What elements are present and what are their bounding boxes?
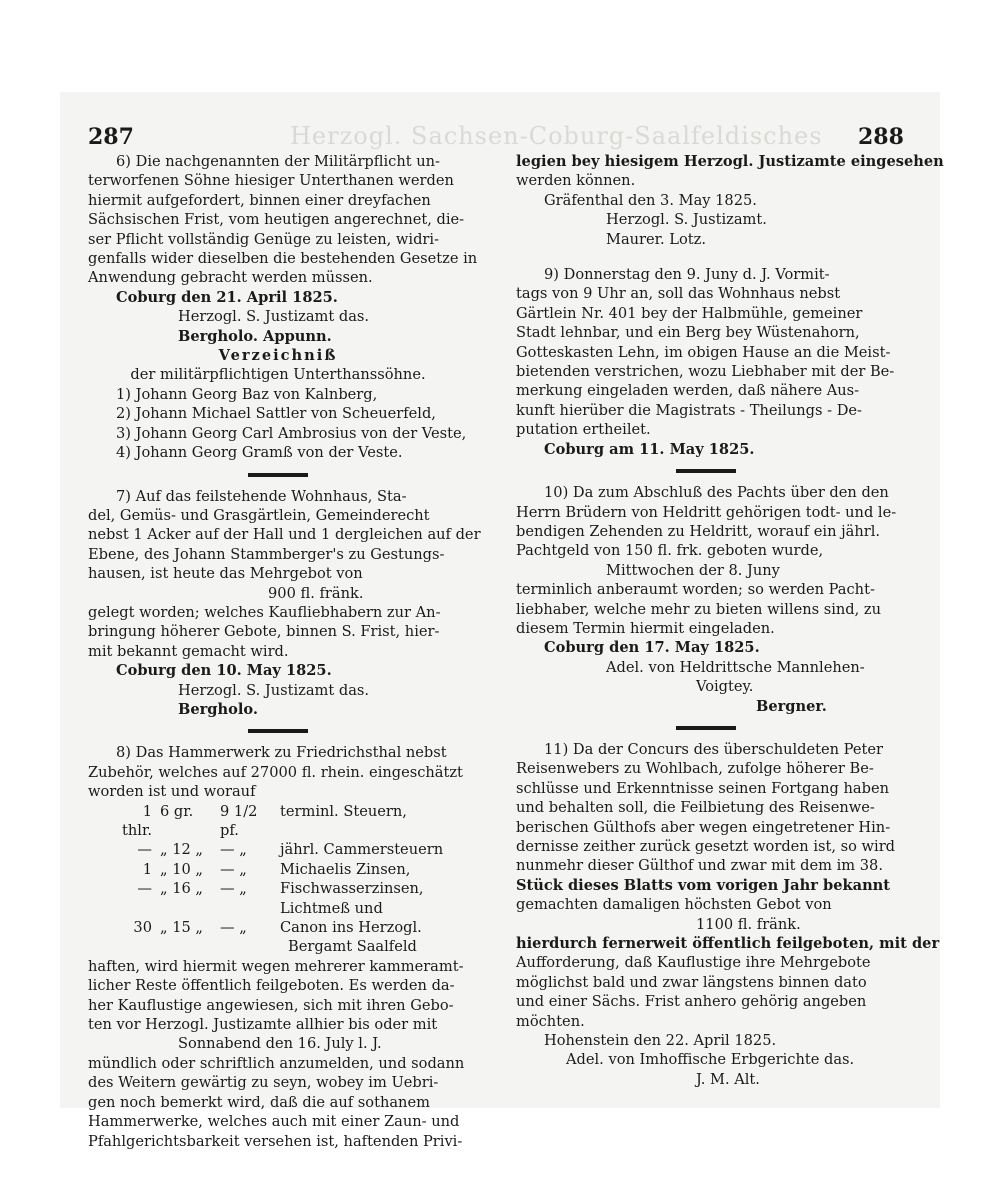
text-line: Aufforderung, daß Kauflustige ihre Mehrgebote [516, 954, 871, 972]
notice-8 [88, 743, 468, 1151]
notice-office: Adel. von Imhoffische Erbgerichte das. [566, 1051, 855, 1069]
text-line: hiermit aufgefordert, binnen einer dreyfachen [88, 191, 431, 209]
text-line: möglichst bald und zwar längstens binnen dato [516, 973, 867, 991]
ledger-row [88, 899, 468, 918]
text-line: Hammerwerke, welches auch mit einer Zaun- und [88, 1113, 460, 1131]
text-line: licher Reste öffentlich feilgeboten. Es werden da- [88, 977, 455, 995]
text-line: hausen, ist heute das Mehrgebot von [88, 565, 363, 583]
ledger-groschen: „ 10 „ [160, 860, 203, 878]
list-item: 1) Johann Georg Baz von Kalnberg, [116, 385, 378, 403]
ledger-pfennig: — „ [220, 841, 247, 859]
notice-office-cont: Voigtey. [696, 678, 754, 696]
notice-signer: Bergholo. [178, 700, 258, 718]
notice-date: Coburg den 17. May 1825. [544, 639, 760, 657]
auction-day: Mittwochen der 8. Juny [606, 561, 780, 579]
notice-9 [516, 265, 896, 459]
ledger-thaler: 1 [142, 860, 152, 878]
notice-date: Coburg den 10. May 1825. [116, 662, 332, 680]
ledger-pfennig: — „ [220, 880, 247, 898]
ledger-thaler [116, 899, 152, 918]
right-column [516, 152, 944, 1089]
list-item: 4) Johann Georg Gramß von der Veste. [116, 444, 403, 462]
text-line: Ebene, des Johann Stammberger's zu Gestungs- [88, 545, 445, 563]
notice-8-continued [516, 152, 944, 249]
bleed-through-title: Herzogl. Sachsen-Coburg-Saalfeldisches [290, 122, 823, 150]
notice-signer: J. M. Alt. [696, 1070, 760, 1088]
text-line: 10) Da zum Abschluß des Pachts über den den [544, 484, 889, 502]
notice-office: Herzogl. S. Justizamt das. [178, 308, 370, 326]
text-line: Herrn Brüdern von Heldritt gehörigen todt- und le- [516, 503, 897, 521]
text-line: del, Gemüs- und Grasgärtlein, Gemeinderecht [88, 506, 430, 524]
section-divider [248, 473, 308, 477]
text-line: ser Pflicht vollständig Genüge zu leisten, widri- [88, 230, 439, 248]
notice-office: Adel. von Heldrittsche Mannlehen- [606, 658, 865, 676]
text-line: Reisenwebers zu Wohlbach, zufolge höherer Be- [516, 760, 874, 778]
text-line: terworfenen Söhne hiesiger Unterthanen werden [88, 172, 454, 190]
ledger-thaler: 30 [133, 919, 152, 937]
text-line: dernisse zeither zurück gesetzt worden ist, so wird [516, 838, 896, 855]
notice-6 [88, 152, 478, 463]
ledger-groschen: „ 16 „ [160, 880, 203, 898]
ledger-thaler: — [137, 841, 152, 859]
notice-signer: Bergner. [756, 697, 827, 715]
notice-11 [516, 740, 940, 1089]
ledger-desc: Fischwasserzinsen, [280, 880, 424, 898]
notice-date: Coburg am 11. May 1825. [544, 440, 755, 458]
ledger-row [88, 840, 468, 859]
text-line: Zubehör, welches auf 27000 fl. rhein. eingeschätzt [88, 763, 463, 781]
text-line: mit bekannt gemacht wird. [88, 642, 289, 660]
ledger-pfennig: — „ [220, 860, 247, 878]
ledger-pfennig [220, 899, 272, 918]
notice-signers: Maurer. Lotz. [606, 230, 706, 248]
text-line: 7) Auf das feilstehende Wohnhaus, Sta- [116, 487, 407, 505]
ledger-desc: Lichtmeß und [280, 899, 383, 917]
amount: 900 fl. fränk. [268, 584, 364, 602]
ledger-desc: terminl. Steuern, [280, 802, 407, 820]
ledger-row [88, 860, 468, 879]
text-line: 9) Donnerstag den 9. Juny d. J. Vormit- [544, 266, 830, 284]
text-line: liebhaber, welche mehr zu bieten willens sind, zu [516, 600, 882, 618]
list-subtitle: der militärpflichtigen Unterthanssöhne. [130, 366, 426, 384]
text-line: Gotteskasten Lehn, im obigen Hause an die Meist- [516, 343, 891, 361]
auction-day: Sonnabend den 16. July l. J. [178, 1035, 382, 1053]
notice-office: Herzogl. S. Justizamt das. [178, 681, 370, 699]
ledger-row [88, 918, 468, 937]
text-line: Stück dieses Blatts vom vorigen Jahr bekannt [516, 876, 891, 894]
ledger-desc: jährl. Cammersteuern [280, 841, 444, 859]
text-line: nebst 1 Acker auf der Hall und 1 dergleichen auf der [88, 526, 481, 544]
text-line: und behalten soll, die Feilbietung des Reisenwe- [516, 799, 875, 817]
text-line: bendigen Zehenden zu Heldritt, worauf ein jährl. [516, 522, 881, 540]
text-line: diesem Termin hiermit eingeladen. [516, 619, 775, 637]
text-line: Pachtgeld von 150 fl. frk. geboten wurde, [516, 542, 824, 560]
text-line: werden können. [516, 172, 636, 190]
scanned-page [60, 92, 944, 1150]
ledger-desc: Michaelis Zinsen, [280, 860, 411, 878]
ledger-groschen [160, 899, 212, 918]
text-line: tags von 9 Uhr an, soll das Wohnhaus nebst [516, 285, 841, 303]
list-title: Verzeichniß [218, 347, 338, 365]
notice-date: Gräfenthal den 3. May 1825. [544, 191, 757, 209]
notice-signers: Bergholo. Appunn. [178, 327, 332, 345]
text-line: legien bey hiesigem Herzogl. Justizamte eingesehen [516, 153, 944, 170]
text-line: Pfahlgerichtsbarkeit versehen ist, haftenden Privi- [88, 1132, 463, 1150]
ledger-thaler: — [137, 880, 152, 898]
ledger-tail: Bergamt Saalfeld [288, 938, 417, 956]
text-line: bietenden verstrichen, wozu Liebhaber mit der Be- [516, 363, 895, 381]
text-line: worden ist und worauf [88, 783, 256, 801]
page-number-left: 287 [88, 124, 134, 150]
text-line: terminlich anberaumt worden; so werden Pacht- [516, 581, 875, 599]
text-line: Anwendung gebracht werden müssen. [88, 269, 373, 287]
text-line: berischen Gülthofs aber wegen eingetretener Hin- [516, 818, 891, 836]
ledger-groschen: 6 gr. [160, 802, 194, 820]
notice-date: Hohenstein den 22. April 1825. [544, 1032, 777, 1050]
ledger-pfennig: — „ [220, 919, 247, 937]
notice-7 [88, 487, 481, 720]
text-line: möchten. [516, 1012, 585, 1030]
ledger-desc: Canon ins Herzogl. [280, 919, 422, 937]
text-line: gelegt worden; welches Kaufliebhabern zur An- [88, 603, 441, 621]
ledger-groschen: „ 15 „ [160, 919, 203, 937]
ledger-row [88, 879, 468, 898]
section-divider [248, 729, 308, 733]
text-line: mündlich oder schriftlich anzumelden, und sodann [88, 1054, 465, 1072]
text-line: Gärtlein Nr. 401 bey der Halbmühle, gemeiner [516, 304, 863, 322]
ledger-pfennig: 9 1/2 pf. [220, 802, 258, 839]
text-line: und einer Sächs. Frist anhero gehörig angeben [516, 993, 867, 1011]
ledger-row [88, 802, 468, 841]
ledger-thaler: 1 thlr. [122, 802, 152, 839]
text-line: schlüsse und Erkenntnisse seinen Fortgang haben [516, 779, 889, 797]
text-line: ten vor Herzogl. Justizamte allhier bis oder mit [88, 1016, 438, 1034]
section-divider [676, 726, 736, 730]
text-line: 8) Das Hammerwerk zu Friedrichsthal nebst [116, 744, 447, 762]
text-line: putation ertheilet. [516, 421, 651, 439]
list-item: 3) Johann Georg Carl Ambrosius von der Veste, [116, 424, 467, 442]
text-line: 6) Die nachgenannten der Militärpflicht un- [116, 153, 440, 170]
text-line: 11) Da der Concurs des überschuldeten Peter [544, 740, 883, 758]
text-line: merkung eingeladen werden, daß nähere Aus- [516, 382, 860, 400]
text-line: kunft hierüber die Magistrats - Theilungs - De- [516, 401, 862, 419]
text-line: hierdurch fernerweit öffentlich feilgeboten, mit der [516, 935, 940, 953]
section-divider [676, 469, 736, 473]
text-line: Sächsischen Frist, vom heutigen angerechnet, die- [88, 211, 465, 229]
left-column [88, 152, 481, 1151]
text-line: haften, wird hiermit wegen mehrerer kammeramt- [88, 957, 464, 975]
text-line: gen noch bemerkt wird, daß die auf sothanem [88, 1093, 430, 1111]
amount: 1100 fl. fränk. [696, 915, 801, 933]
notice-10 [516, 483, 896, 716]
text-line: Stadt lehnbar, und ein Berg bey Wüstenahorn, [516, 324, 860, 342]
text-line: bringung höherer Gebote, binnen S. Frist, hier- [88, 623, 440, 641]
text-line: genfalls wider dieselben die bestehenden Gesetze in [88, 250, 478, 268]
text-line: gemachten damaligen höchsten Gebot von [516, 896, 832, 914]
notice-office: Herzogl. S. Justizamt. [606, 211, 767, 229]
text-line: nunmehr dieser Gülthof und zwar mit dem im 38. [516, 857, 883, 875]
page-number-right: 288 [858, 124, 904, 150]
text-line: des Weitern gewärtig zu seyn, wobey im Uebri- [88, 1074, 439, 1092]
notice-date: Coburg den 21. April 1825. [116, 288, 338, 306]
ledger-groschen: „ 12 „ [160, 841, 203, 859]
text-line: her Kauflustige angewiesen, sich mit ihren Gebo- [88, 996, 454, 1014]
list-item: 2) Johann Michael Sattler von Scheuerfeld, [116, 405, 436, 423]
